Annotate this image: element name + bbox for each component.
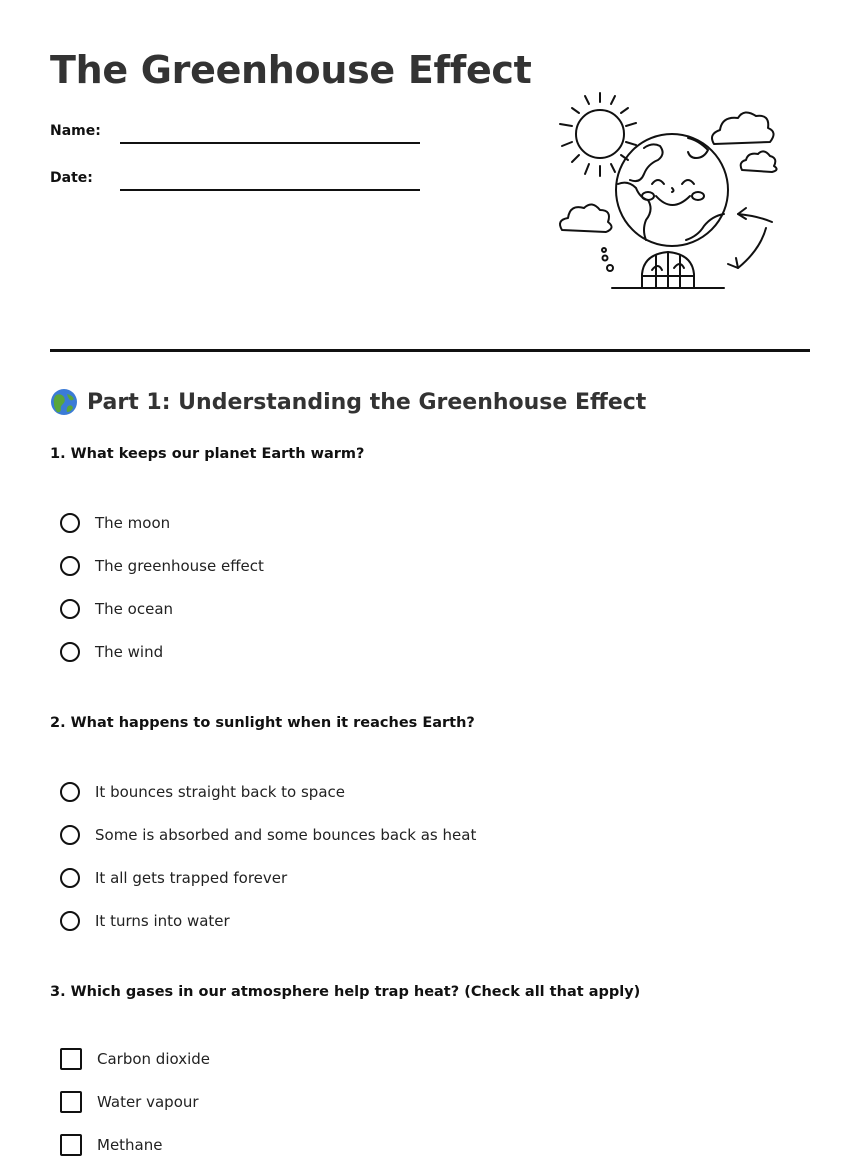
option-label: It bounces straight back to space <box>95 783 345 801</box>
name-field <box>50 123 430 153</box>
date-label: Date: <box>50 170 93 186</box>
radio-button[interactable] <box>60 911 80 931</box>
option-label: Some is absorbed and some bounces back as heat <box>95 826 477 844</box>
q2-option-1[interactable] <box>60 779 345 805</box>
option-label: Carbon dioxide <box>97 1050 211 1068</box>
q3-option-3[interactable] <box>60 1132 163 1158</box>
part1-heading-text: Part 1: Understanding the Greenhouse Effect <box>87 389 647 415</box>
checkbox[interactable] <box>60 1091 82 1113</box>
radio-button[interactable] <box>60 782 80 802</box>
part1-heading <box>50 388 646 416</box>
q3-option-2[interactable] <box>60 1089 199 1115</box>
question-2: 2. What happens to sunlight when it reaches Earth? <box>50 715 475 731</box>
q2-option-3[interactable] <box>60 865 287 891</box>
option-label: Water vapour <box>97 1093 199 1111</box>
q1-option-4[interactable] <box>60 639 163 665</box>
name-answer-line[interactable] <box>120 142 420 144</box>
q2-option-4[interactable] <box>60 908 230 934</box>
earth-icon <box>616 134 728 246</box>
name-label: Name: <box>50 123 101 139</box>
option-label: Methane <box>97 1136 163 1154</box>
radio-button[interactable] <box>60 556 80 576</box>
greenhouse-icon <box>612 252 724 288</box>
section-divider <box>50 349 810 352</box>
question-1: 1. What keeps our planet Earth warm? <box>50 446 365 462</box>
option-label: It turns into water <box>95 912 230 930</box>
question-3: 3. Which gases in our atmosphere help trap heat? (Check all that apply) <box>50 984 641 1000</box>
radio-button[interactable] <box>60 513 80 533</box>
date-answer-line[interactable] <box>120 189 420 191</box>
option-label: It all gets trapped forever <box>95 869 288 887</box>
q2-option-2[interactable] <box>60 822 476 848</box>
circular-arrows-icon <box>728 208 772 268</box>
q1-option-3[interactable] <box>60 596 173 622</box>
q1-option-1[interactable] <box>60 510 170 536</box>
globe-icon <box>50 388 78 416</box>
option-label: The greenhouse effect <box>95 557 264 575</box>
option-label: The wind <box>95 643 164 661</box>
earth-sun-greenhouse-illustration <box>548 88 788 303</box>
q3-option-1[interactable] <box>60 1046 210 1072</box>
checkbox[interactable] <box>60 1134 82 1156</box>
radio-button[interactable] <box>60 868 80 888</box>
checkbox[interactable] <box>60 1048 82 1070</box>
q1-option-2[interactable] <box>60 553 264 579</box>
option-label: The ocean <box>95 600 174 618</box>
worksheet-title: The Greenhouse Effect <box>50 48 532 92</box>
option-label: The moon <box>95 514 171 532</box>
sun-icon <box>560 93 636 176</box>
radio-button[interactable] <box>60 599 80 619</box>
radio-button[interactable] <box>60 642 80 662</box>
radio-button[interactable] <box>60 825 80 845</box>
date-field <box>50 170 430 200</box>
